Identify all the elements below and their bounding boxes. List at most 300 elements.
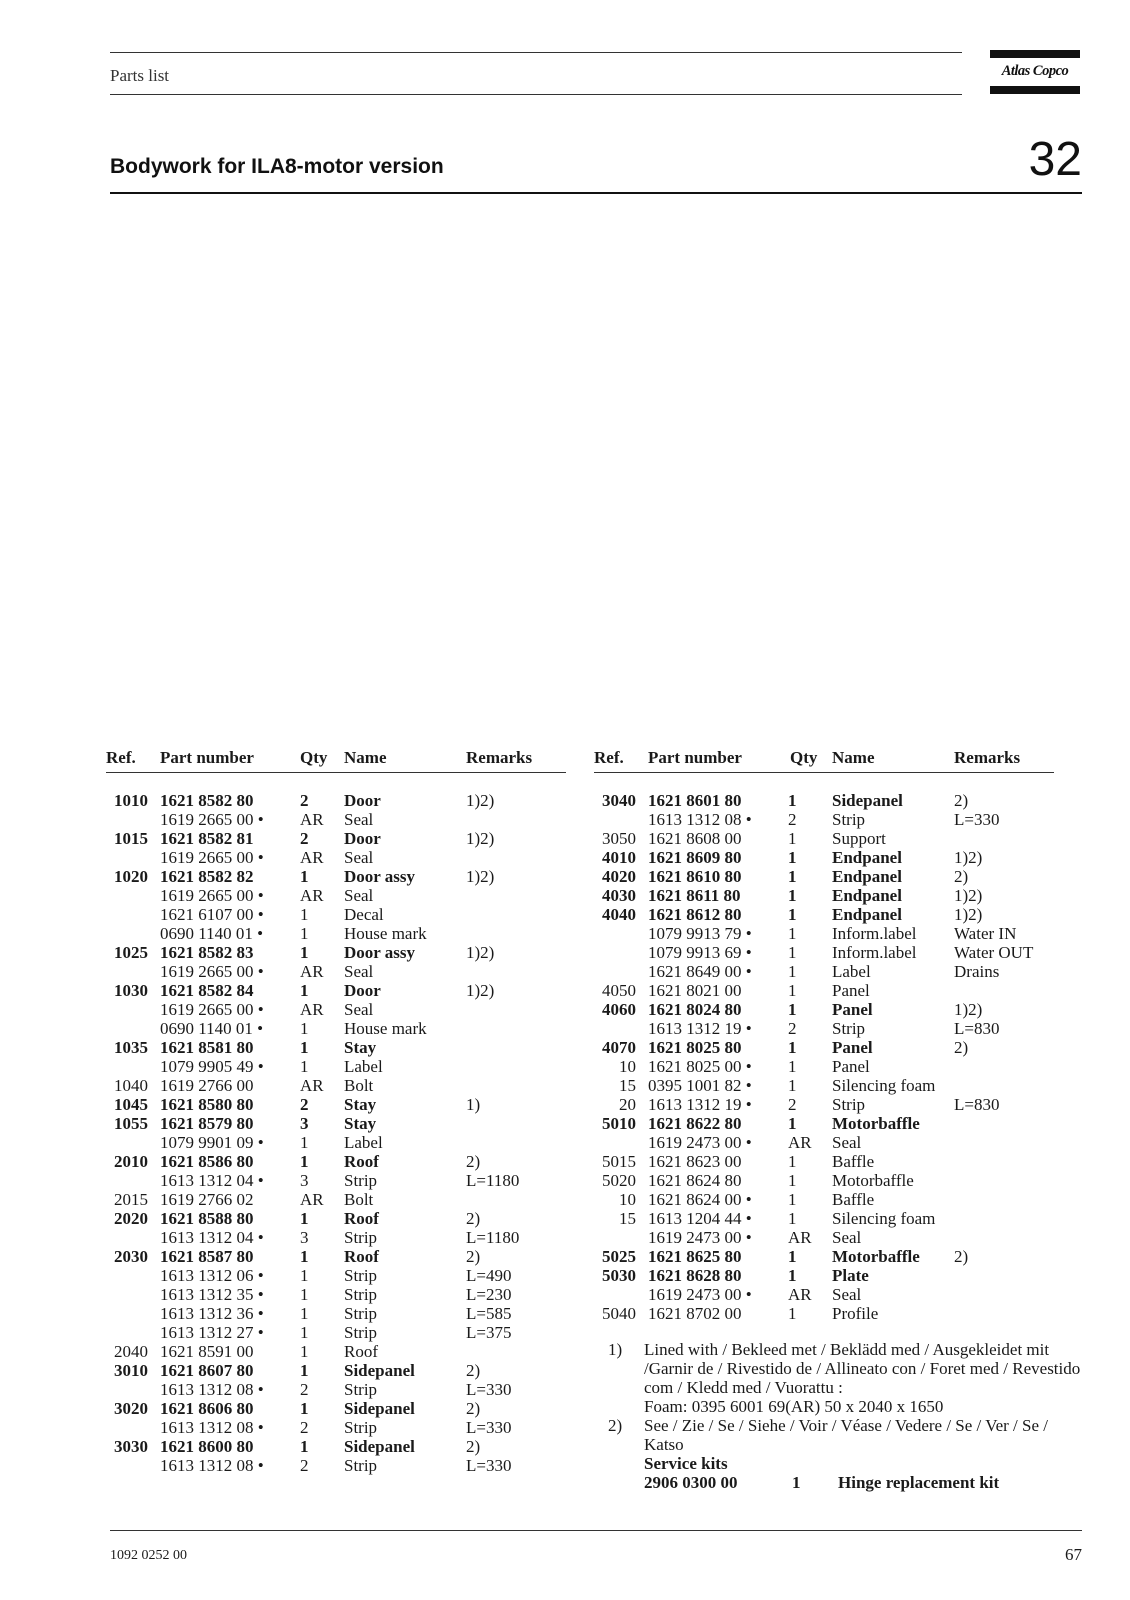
- col-part-number: Part number: [160, 748, 254, 767]
- table-row: [594, 791, 1054, 810]
- name-cell: Baffle: [832, 1152, 875, 1171]
- note-text: See / Zie / Se / Siehe / Voir / Véase / Vedere / Se / Ver / Se / Katso: [644, 1416, 1049, 1454]
- qty-cell: AR: [788, 1133, 812, 1152]
- part-number-cell: 1621 8609 80: [648, 848, 742, 867]
- ref-cell: 2015: [114, 1190, 148, 1209]
- name-cell: Sidepanel: [344, 1437, 415, 1456]
- part-number-cell: 1621 8025 00 •: [648, 1057, 752, 1076]
- remarks-cell: L=1180: [466, 1228, 520, 1247]
- name-cell: Seal: [832, 1228, 862, 1247]
- qty-cell: 1: [788, 1000, 797, 1019]
- part-number-cell: 1619 2473 00 •: [648, 1228, 752, 1247]
- table-row: [106, 1361, 566, 1380]
- ref-cell: 1045: [114, 1095, 148, 1114]
- qty-cell: 1: [788, 886, 797, 905]
- part-number-cell: 1613 1312 08 •: [160, 1380, 264, 1399]
- name-cell: Baffle: [832, 1190, 875, 1209]
- table-row: [594, 886, 1054, 905]
- remarks-cell: L=330: [466, 1380, 512, 1399]
- remarks-cell: 1)2): [954, 905, 983, 924]
- remarks-cell: L=830: [954, 1019, 1000, 1038]
- qty-cell: 1: [300, 1437, 309, 1456]
- part-number-cell: 1621 8607 80: [160, 1361, 254, 1380]
- table-row: [106, 1000, 566, 1019]
- qty-cell: AR: [300, 1190, 324, 1209]
- footnotes: [608, 1340, 1082, 1492]
- remarks-cell: 2): [954, 867, 969, 886]
- part-number-cell: 1621 8587 80: [160, 1247, 254, 1266]
- header-rule: [106, 772, 566, 773]
- logo-bottom-bar: [990, 86, 1080, 94]
- table-row: [106, 829, 566, 848]
- name-cell: Panel: [832, 1057, 870, 1076]
- col-qty: Qty: [790, 748, 818, 767]
- ref-cell: 1040: [114, 1076, 148, 1095]
- table-row: [594, 1209, 1054, 1228]
- doc-number: 1092 0252 00: [110, 1548, 187, 1563]
- ref-cell: 10: [619, 1190, 636, 1209]
- table-row: [106, 1399, 566, 1418]
- table-row: [106, 1095, 566, 1114]
- qty-cell: AR: [300, 810, 324, 829]
- name-cell: Door assy: [344, 943, 415, 962]
- remarks-cell: L=490: [466, 1266, 512, 1285]
- table-row: [106, 1038, 566, 1057]
- name-cell: Panel: [832, 1000, 873, 1019]
- table-row: [106, 1019, 566, 1038]
- part-number-cell: 1621 8021 00: [648, 981, 742, 1000]
- name-cell: Strip: [344, 1285, 378, 1304]
- qty-cell: 1: [788, 867, 797, 886]
- ref-cell: 20: [619, 1095, 636, 1114]
- ref-cell: 2040: [114, 1342, 148, 1361]
- remarks-cell: Water OUT: [954, 943, 1034, 962]
- ref-cell: 2010: [114, 1152, 148, 1171]
- remarks-cell: L=830: [954, 1095, 1000, 1114]
- part-number-cell: 1621 8582 82: [160, 867, 254, 886]
- table-row: [594, 981, 1054, 1000]
- ref-cell: 3020: [114, 1399, 148, 1418]
- name-cell: Sidepanel: [344, 1399, 415, 1418]
- table-row: [106, 1076, 566, 1095]
- remarks-cell: L=1180: [466, 1171, 520, 1190]
- col-remarks: Remarks: [954, 748, 1021, 767]
- parts-table-left: [106, 748, 566, 1475]
- ref-cell: 3030: [114, 1437, 148, 1456]
- qty-cell: 1: [788, 905, 797, 924]
- kit-part-number: 2906 0300 00: [644, 1473, 738, 1492]
- qty-cell: 1: [788, 962, 797, 981]
- name-cell: Door: [344, 981, 381, 1000]
- name-cell: Support: [832, 829, 886, 848]
- qty-cell: AR: [300, 848, 324, 867]
- qty-cell: AR: [300, 886, 324, 905]
- table-row: [106, 1209, 566, 1228]
- qty-cell: 1: [788, 924, 797, 943]
- table-row: [594, 848, 1054, 867]
- qty-cell: 1: [300, 1152, 309, 1171]
- name-cell: Door assy: [344, 867, 415, 886]
- part-number-cell: 1619 2473 00 •: [648, 1133, 752, 1152]
- part-number-cell: 1621 8606 80: [160, 1399, 254, 1418]
- name-cell: Seal: [344, 848, 374, 867]
- ref-cell: 5020: [602, 1171, 636, 1190]
- header-bottom-rule: [110, 94, 962, 95]
- ref-cell: 10: [619, 1057, 636, 1076]
- qty-cell: 1: [788, 1038, 797, 1057]
- doc-type-label: Parts list: [110, 66, 170, 85]
- part-number-cell: 1621 8622 80: [648, 1114, 742, 1133]
- col-name: Name: [344, 748, 387, 767]
- section-number: 32: [1028, 133, 1082, 186]
- qty-cell: 1: [788, 981, 797, 1000]
- table-row: [106, 943, 566, 962]
- name-cell: House mark: [344, 924, 427, 943]
- name-cell: Door: [344, 791, 381, 810]
- name-cell: Endpanel: [832, 905, 902, 924]
- qty-cell: 1: [300, 1285, 309, 1304]
- ref-cell: 1030: [114, 981, 148, 1000]
- qty-cell: 3: [300, 1114, 309, 1133]
- kit-qty: 1: [792, 1473, 801, 1492]
- qty-cell: 1: [788, 943, 797, 962]
- part-number-cell: 0395 1001 82 •: [648, 1076, 752, 1095]
- table-row: [594, 1285, 1054, 1304]
- part-number-cell: 1621 8624 00 •: [648, 1190, 752, 1209]
- ref-cell: 4010: [602, 848, 636, 867]
- remarks-cell: L=330: [954, 810, 1000, 829]
- table-row: [594, 962, 1054, 981]
- col-name: Name: [832, 748, 875, 767]
- ref-cell: 5010: [602, 1114, 636, 1133]
- qty-cell: 1: [788, 1266, 797, 1285]
- remarks-cell: 1)2): [954, 848, 983, 867]
- title-rule: [110, 192, 1082, 194]
- note-1-foam: [608, 1397, 1082, 1416]
- ref-cell: 2030: [114, 1247, 148, 1266]
- part-number-cell: 0690 1140 01 •: [160, 924, 264, 943]
- part-number-cell: 1613 1312 19 •: [648, 1095, 752, 1114]
- part-number-cell: 1621 8588 80: [160, 1209, 254, 1228]
- table-row: [106, 1171, 566, 1190]
- remarks-cell: 2): [466, 1247, 481, 1266]
- table-row: [594, 1304, 1054, 1323]
- remarks-cell: L=585: [466, 1304, 512, 1323]
- part-number-cell: 1619 2766 00: [160, 1076, 254, 1095]
- table-row: [106, 1114, 566, 1133]
- remarks-cell: 1)2): [466, 943, 495, 962]
- part-number-cell: 1621 8611 80: [648, 886, 741, 905]
- header-rule: [594, 772, 1054, 773]
- part-number-cell: 1621 8623 00: [648, 1152, 742, 1171]
- note-number: 1): [608, 1340, 623, 1359]
- table-row: [594, 1095, 1054, 1114]
- remarks-cell: 2): [954, 1038, 969, 1057]
- note-number: 2): [608, 1416, 623, 1435]
- name-cell: Motorbaffle: [832, 1171, 914, 1190]
- ref-cell: 1025: [114, 943, 148, 962]
- part-number-cell: 1613 1312 06 •: [160, 1266, 264, 1285]
- table-row: [594, 1152, 1054, 1171]
- part-number-cell: 1613 1312 27 •: [160, 1323, 264, 1342]
- name-cell: Plate: [832, 1266, 869, 1285]
- ref-cell: 1035: [114, 1038, 148, 1057]
- name-cell: Roof: [344, 1342, 378, 1361]
- remarks-cell: L=375: [466, 1323, 512, 1342]
- qty-cell: 1: [788, 1190, 797, 1209]
- remarks-cell: 2): [466, 1437, 481, 1456]
- qty-cell: 1: [788, 1304, 797, 1323]
- remarks-cell: 2): [466, 1399, 481, 1418]
- ref-cell: 1020: [114, 867, 148, 886]
- name-cell: Motorbaffle: [832, 1114, 920, 1133]
- ref-cell: 1055: [114, 1114, 148, 1133]
- part-number-cell: 1079 9913 79 •: [648, 924, 752, 943]
- remarks-cell: 1)2): [466, 829, 495, 848]
- part-number-cell: 1621 8601 80: [648, 791, 742, 810]
- table-row: [594, 1038, 1054, 1057]
- remarks-cell: 2): [466, 1361, 481, 1380]
- parts-table-right: [594, 748, 1054, 1323]
- part-number-cell: 1613 1204 44 •: [648, 1209, 752, 1228]
- qty-cell: 1: [300, 1247, 309, 1266]
- table-row: [106, 1323, 566, 1342]
- name-cell: Strip: [344, 1304, 378, 1323]
- remarks-cell: 1)2): [954, 886, 983, 905]
- name-cell: Roof: [344, 1152, 379, 1171]
- note-2: [608, 1416, 1082, 1454]
- name-cell: Sidepanel: [344, 1361, 415, 1380]
- logo-text: Atlas Copco: [1001, 63, 1069, 79]
- qty-cell: 1: [300, 867, 309, 886]
- qty-cell: 1: [788, 1247, 797, 1266]
- part-number-cell: 1621 8025 80: [648, 1038, 742, 1057]
- table-row: [106, 1247, 566, 1266]
- qty-cell: 1: [788, 829, 797, 848]
- table-row: [594, 943, 1054, 962]
- qty-cell: 2: [300, 791, 309, 810]
- remarks-cell: Water IN: [954, 924, 1017, 943]
- table-row: [106, 886, 566, 905]
- qty-cell: 2: [300, 1380, 309, 1399]
- col-qty: Qty: [300, 748, 328, 767]
- part-number-cell: 1621 8591 00: [160, 1342, 254, 1361]
- qty-cell: 1: [300, 1323, 309, 1342]
- qty-cell: 3: [300, 1228, 309, 1247]
- qty-cell: 1: [788, 1114, 797, 1133]
- logo-top-bar: [990, 50, 1080, 58]
- qty-cell: 2: [300, 1095, 309, 1114]
- qty-cell: 1: [300, 1342, 309, 1361]
- remarks-cell: 1)2): [466, 867, 495, 886]
- ref-cell: 5030: [602, 1266, 636, 1285]
- name-cell: Roof: [344, 1247, 379, 1266]
- qty-cell: 1: [300, 943, 309, 962]
- name-cell: Bolt: [344, 1076, 374, 1095]
- part-number-cell: 1621 8586 80: [160, 1152, 254, 1171]
- qty-cell: 2: [300, 829, 309, 848]
- remarks-cell: 1)2): [466, 791, 495, 810]
- kit-name: Hinge replacement kit: [838, 1473, 1000, 1492]
- qty-cell: 1: [788, 1057, 797, 1076]
- part-number-cell: 1621 8582 81: [160, 829, 254, 848]
- qty-cell: AR: [300, 962, 324, 981]
- qty-cell: 1: [300, 1304, 309, 1323]
- name-cell: Stay: [344, 1095, 377, 1114]
- qty-cell: AR: [300, 1000, 324, 1019]
- part-number-cell: 1613 1312 04 •: [160, 1171, 264, 1190]
- ref-cell: 4070: [602, 1038, 636, 1057]
- part-number-cell: 1621 8600 80: [160, 1437, 254, 1456]
- part-number-cell: 1613 1312 08 •: [648, 810, 752, 829]
- part-number-cell: 1621 8579 80: [160, 1114, 254, 1133]
- name-cell: Inform.label: [832, 943, 917, 962]
- part-number-cell: 1621 8624 80: [648, 1171, 742, 1190]
- qty-cell: 2: [788, 810, 797, 829]
- table-row: [106, 1437, 566, 1456]
- name-cell: Seal: [344, 810, 374, 829]
- table-row: [594, 1019, 1054, 1038]
- ref-cell: 4060: [602, 1000, 636, 1019]
- name-cell: Decal: [344, 905, 384, 924]
- part-number-cell: 1621 6107 00 •: [160, 905, 264, 924]
- part-number-cell: 1621 8582 80: [160, 791, 254, 810]
- part-number-cell: 1621 8582 83: [160, 943, 254, 962]
- table-header: [106, 748, 566, 770]
- table-row: [106, 962, 566, 981]
- part-number-cell: 1619 2665 00 •: [160, 848, 264, 867]
- note-text: Foam: 0395 6001 69(AR) 50 x 2040 x 1650: [644, 1397, 944, 1416]
- name-cell: Strip: [344, 1228, 378, 1247]
- name-cell: Strip: [832, 1019, 866, 1038]
- table-row: [106, 1418, 566, 1437]
- name-cell: Strip: [832, 810, 866, 829]
- ref-cell: 4050: [602, 981, 636, 1000]
- table-row: [106, 1228, 566, 1247]
- part-number-cell: 1613 1312 04 •: [160, 1228, 264, 1247]
- name-cell: Silencing foam: [832, 1076, 936, 1095]
- table-row: [106, 848, 566, 867]
- name-cell: Strip: [344, 1323, 378, 1342]
- qty-cell: 1: [788, 1209, 797, 1228]
- table-row: [106, 1456, 566, 1475]
- qty-cell: 1: [300, 1057, 309, 1076]
- name-cell: Strip: [832, 1095, 866, 1114]
- name-cell: Motorbaffle: [832, 1247, 920, 1266]
- note-text: Lined with / Bekleed met / Beklädd med / Ausgekleidet mit /Garnir de / Rivestido de / Allineato con / Foret med / Revestido com / Kledd med / Vuorattu :: [644, 1340, 1081, 1397]
- name-cell: Bolt: [344, 1190, 374, 1209]
- qty-cell: 1: [300, 1038, 309, 1057]
- ref-cell: 4020: [602, 867, 636, 886]
- ref-cell: 15: [619, 1076, 636, 1095]
- service-kit-row: [608, 1473, 1082, 1492]
- remarks-cell: 2): [954, 791, 969, 810]
- header-top-rule: [110, 52, 962, 53]
- part-number-cell: 1621 8628 80: [648, 1266, 742, 1285]
- qty-cell: 1: [300, 1019, 309, 1038]
- note-1: [608, 1340, 1082, 1397]
- table-row: [106, 1057, 566, 1076]
- ref-cell: 2020: [114, 1209, 148, 1228]
- name-cell: Label: [344, 1057, 383, 1076]
- name-cell: Endpanel: [832, 848, 902, 867]
- name-cell: Panel: [832, 1038, 873, 1057]
- remarks-cell: 1)2): [466, 981, 495, 1000]
- part-number-cell: 1619 2665 00 •: [160, 1000, 264, 1019]
- table-row: [106, 810, 566, 829]
- col-ref: Ref.: [106, 748, 136, 767]
- qty-cell: 2: [300, 1456, 309, 1475]
- table-row: [594, 1057, 1054, 1076]
- name-cell: Seal: [344, 1000, 374, 1019]
- part-number-cell: 1619 2665 00 •: [160, 962, 264, 981]
- table-row: [106, 1190, 566, 1209]
- table-row: [594, 1190, 1054, 1209]
- part-number-cell: 1619 2473 00 •: [648, 1285, 752, 1304]
- qty-cell: 1: [300, 1209, 309, 1228]
- table-row: [106, 1380, 566, 1399]
- name-cell: Roof: [344, 1209, 379, 1228]
- name-cell: Strip: [344, 1171, 378, 1190]
- name-cell: Endpanel: [832, 867, 902, 886]
- part-number-cell: 1621 8702 00: [648, 1304, 742, 1323]
- qty-cell: 1: [788, 848, 797, 867]
- name-cell: Seal: [832, 1285, 862, 1304]
- part-number-cell: 1621 8649 00 •: [648, 962, 752, 981]
- table-row: [594, 905, 1054, 924]
- rows-right: [594, 791, 1054, 1323]
- part-number-cell: 1613 1312 08 •: [160, 1456, 264, 1475]
- qty-cell: 1: [300, 1361, 309, 1380]
- ref-cell: 4040: [602, 905, 636, 924]
- qty-cell: AR: [300, 1076, 324, 1095]
- name-cell: Strip: [344, 1380, 378, 1399]
- name-cell: Label: [344, 1133, 383, 1152]
- name-cell: Label: [832, 962, 871, 981]
- section-title: Bodywork for ILA8-motor version: [110, 155, 444, 178]
- qty-cell: 1: [788, 1152, 797, 1171]
- part-number-cell: 1613 1312 35 •: [160, 1285, 264, 1304]
- remarks-cell: L=230: [466, 1285, 512, 1304]
- name-cell: House mark: [344, 1019, 427, 1038]
- name-cell: Seal: [344, 962, 374, 981]
- table-row: [594, 810, 1054, 829]
- table-row: [106, 867, 566, 886]
- name-cell: Endpanel: [832, 886, 902, 905]
- qty-cell: 1: [300, 981, 309, 1000]
- part-number-cell: 1621 8612 80: [648, 905, 742, 924]
- remarks-cell: L=330: [466, 1418, 512, 1437]
- table-row: [594, 1114, 1054, 1133]
- qty-cell: 1: [788, 1171, 797, 1190]
- part-number-cell: 1619 2665 00 •: [160, 886, 264, 905]
- part-number-cell: 1621 8024 80: [648, 1000, 742, 1019]
- ref-cell: 5015: [602, 1152, 636, 1171]
- qty-cell: 2: [788, 1095, 797, 1114]
- atlas-copco-logo: [990, 50, 1080, 94]
- col-ref: Ref.: [594, 748, 624, 767]
- ref-cell: 5025: [602, 1247, 636, 1266]
- table-row: [594, 1247, 1054, 1266]
- name-cell: Stay: [344, 1114, 377, 1133]
- table-row: [106, 981, 566, 1000]
- part-number-cell: 0690 1140 01 •: [160, 1019, 264, 1038]
- remarks-cell: L=330: [466, 1456, 512, 1475]
- remarks-cell: Drains: [954, 962, 1000, 981]
- table-row: [594, 829, 1054, 848]
- remarks-cell: 2): [466, 1152, 481, 1171]
- table-header: [594, 748, 1054, 770]
